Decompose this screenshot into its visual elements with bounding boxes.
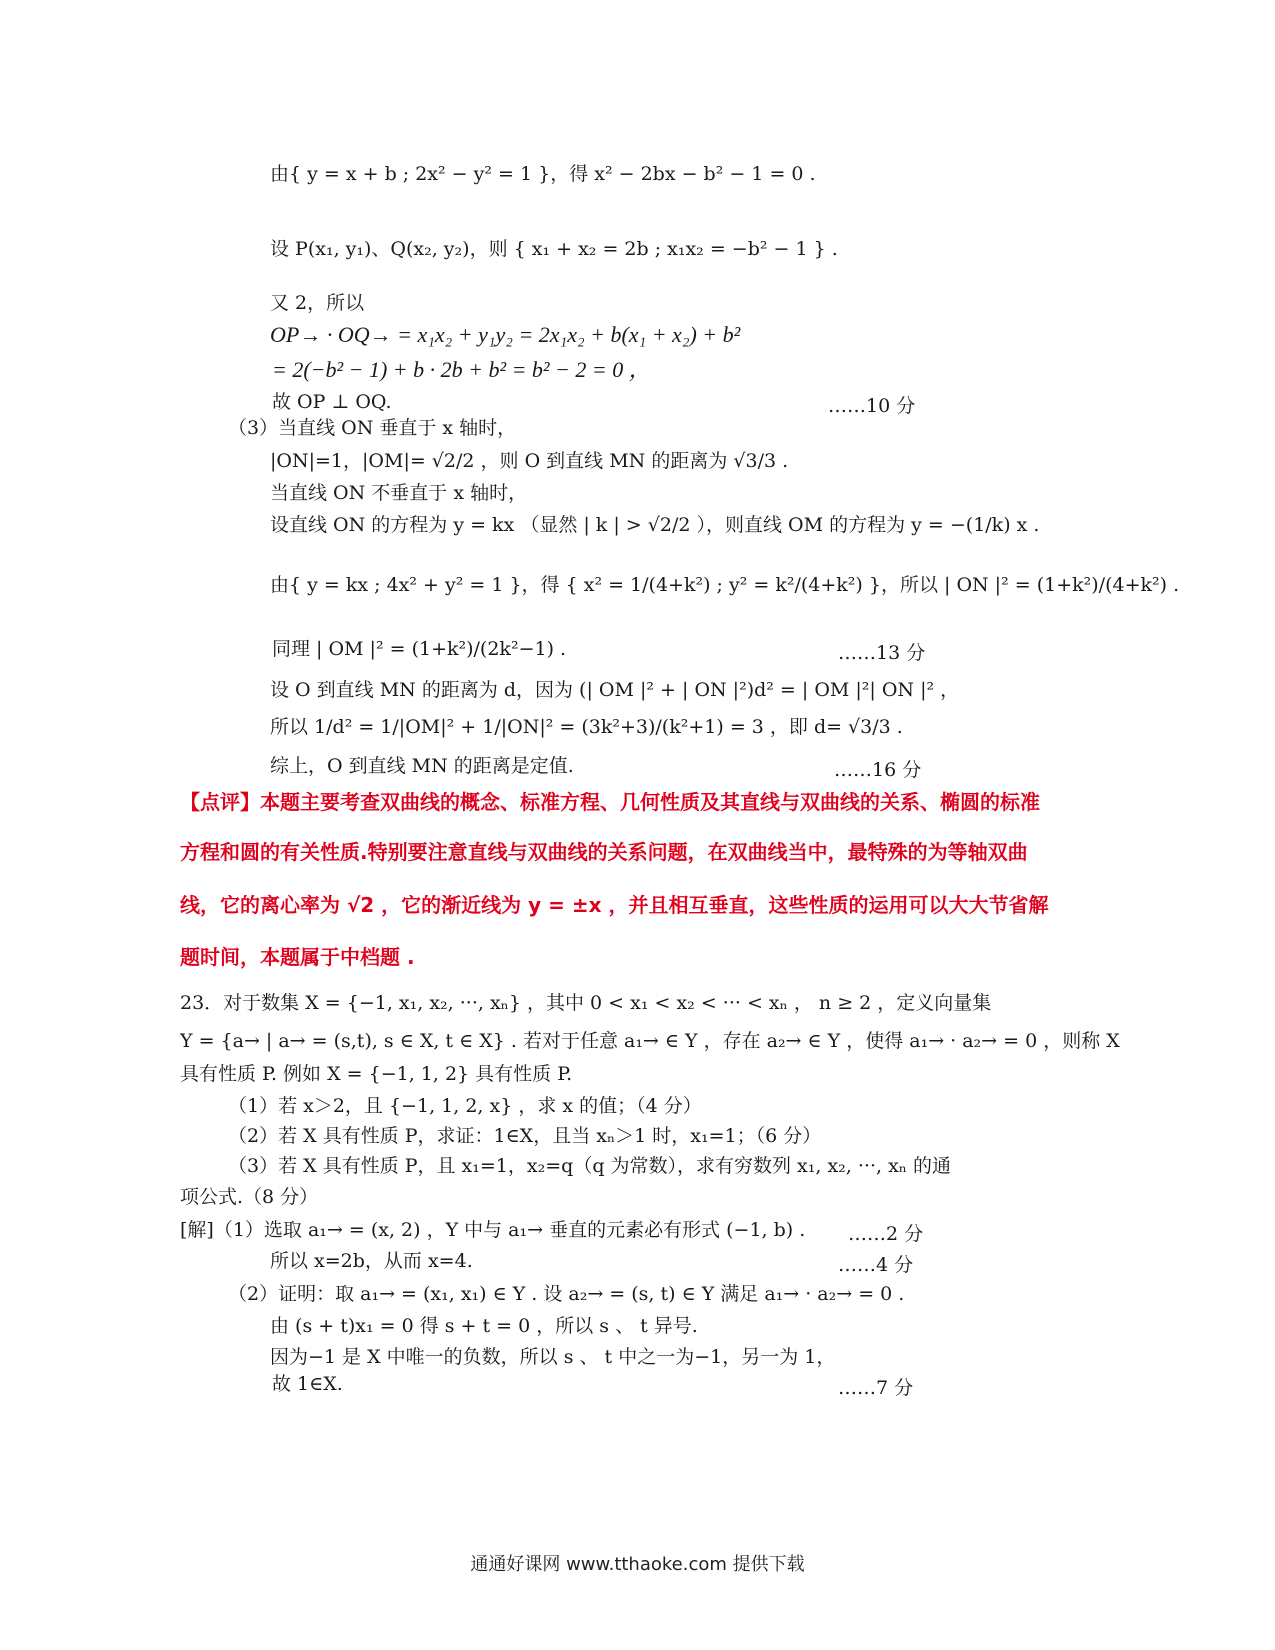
score-mark: ……7 分 xyxy=(838,1377,914,1399)
solution-line: 综上，O 到直线 MN 的距离是定值. xyxy=(270,755,574,777)
solution-line: |ON|=1，|OM|= √2/2 ，则 O 到直线 MN 的距离为 √3/3 . xyxy=(270,450,789,472)
solution-line: 因为−1 是 X 中唯一的负数，所以 s 、 t 中之一为−1，另一为 1， xyxy=(270,1346,836,1368)
solution-line: （3）当直线 ON 垂直于 x 轴时， xyxy=(228,417,517,439)
solution-line: 故 OP ⊥ OQ. xyxy=(272,391,392,413)
score-mark: ……2 分 xyxy=(848,1223,924,1245)
comment-line: 题时间，本题属于中档题 . xyxy=(180,945,415,969)
solution-line: 当直线 ON 不垂直于 x 轴时， xyxy=(270,482,528,504)
page-footer: 通通好课网 www.tthaoke.com 提供下载 xyxy=(470,1554,805,1575)
problem-line: （3）若 X 具有性质 P，且 x₁=1，x₂=q（q 为常数），求有穷数列 x₁, x₂, ···, xₙ 的通 xyxy=(228,1155,952,1177)
solution-line: 设 O 到直线 MN 的距离为 d，因为 (| OM |² + | ON |²)d² = | OM |²| ON |² ， xyxy=(270,679,960,701)
solution-line: 同理 | OM |² = (1+k²)/(2k²−1) . xyxy=(272,638,567,660)
problem-line: 23．对于数集 X = {−1, x₁, x₂, ···, xₙ} ，其中 0 < x₁ < x₂ < ··· < xₙ ， n ≥ 2 ，定义向量集 xyxy=(180,992,992,1014)
score-mark: ……4 分 xyxy=(838,1254,914,1276)
solution-line: 设 P(x₁, y₁)、Q(x₂, y₂)，则 { x₁ + x₂ = 2b ; x₁x₂ = −b² − 1 } . xyxy=(270,238,838,260)
score-mark: ……10 分 xyxy=(828,395,916,417)
problem-line: 具有性质 P. 例如 X = {−1, 1, 2} 具有性质 P. xyxy=(180,1063,573,1085)
solution-line: = 2(−b² − 1) + b · 2b + b² = b² − 2 = 0 ， xyxy=(272,357,651,382)
solution-line: OP→ · OQ→ = x₁x₂ + y₁y₂ = 2x₁x₂ + b(x₁ + x₂) + b² xyxy=(270,322,741,347)
solution-line: 由{ y = x + b ; 2x² − y² = 1 }，得 x² − 2bx − b² − 1 = 0 . xyxy=(270,163,816,185)
solution-line: 由 (s + t)x₁ = 0 得 s + t = 0 ，所以 s 、 t 异号. xyxy=(270,1315,698,1337)
solution-line: 所以 x=2b，从而 x=4. xyxy=(270,1250,473,1272)
solution-line: 由{ y = kx ; 4x² + y² = 1 }，得 { x² = 1/(4+k²) ; y² = k²/(4+k²) }，所以 | ON |² = (1+k²)/(4+k²) . xyxy=(270,574,1180,596)
problem-line: 项公式.（8 分） xyxy=(180,1186,319,1208)
problem-line: Y = {a→ | a→ = (s,t), s ∈ X, t ∈ X} . 若对于任意 a₁→ ∈ Y ，存在 a₂→ ∈ Y ，使得 a₁→ · a₂→ = 0 ，则称 X xyxy=(180,1030,1120,1052)
score-mark: ……13 分 xyxy=(838,642,926,664)
solution-line: （2）证明：取 a₁→ = (x₁, x₁) ∈ Y . 设 a₂→ = (s, t) ∈ Y 满足 a₁→ · a₂→ = 0 . xyxy=(228,1283,905,1305)
problem-line: （2）若 X 具有性质 P，求证：1∈X，且当 xₙ＞1 时，x₁=1；（6 分） xyxy=(228,1125,822,1147)
comment-line: 方程和圆的有关性质.特别要注意直线与双曲线的关系问题，在双曲线当中，最特殊的为等轴双曲 xyxy=(180,840,1028,864)
problem-line: （1）若 x＞2，且 {−1, 1, 2, x} ，求 x 的值；（4 分） xyxy=(228,1095,702,1117)
solution-line: [解]（1）选取 a₁→ = (x, 2) ，Y 中与 a₁→ 垂直的元素必有形式 (−1, b) . xyxy=(180,1219,806,1241)
solution-line: 所以 1/d² = 1/|OM|² + 1/|ON|² = (3k²+3)/(k²+1) = 3 ，即 d= √3/3 . xyxy=(270,716,903,738)
solution-line: 设直线 ON 的方程为 y = kx （显然 | k | > √2/2 ），则直线 OM 的方程为 y = −(1/k) x . xyxy=(270,514,1040,536)
score-mark: ……16 分 xyxy=(834,759,922,781)
comment-line: 线，它的离心率为 √2 ，它的渐近线为 y = ±x ，并且相互垂直，这些性质的运用可以大大节省解 xyxy=(180,893,1049,917)
solution-line: 又 2，所以 xyxy=(270,292,365,314)
comment-line: 【点评】本题主要考查双曲线的概念、标准方程、几何性质及其直线与双曲线的关系、椭圆的标准 xyxy=(180,790,1040,814)
solution-line: 故 1∈X. xyxy=(272,1373,343,1395)
